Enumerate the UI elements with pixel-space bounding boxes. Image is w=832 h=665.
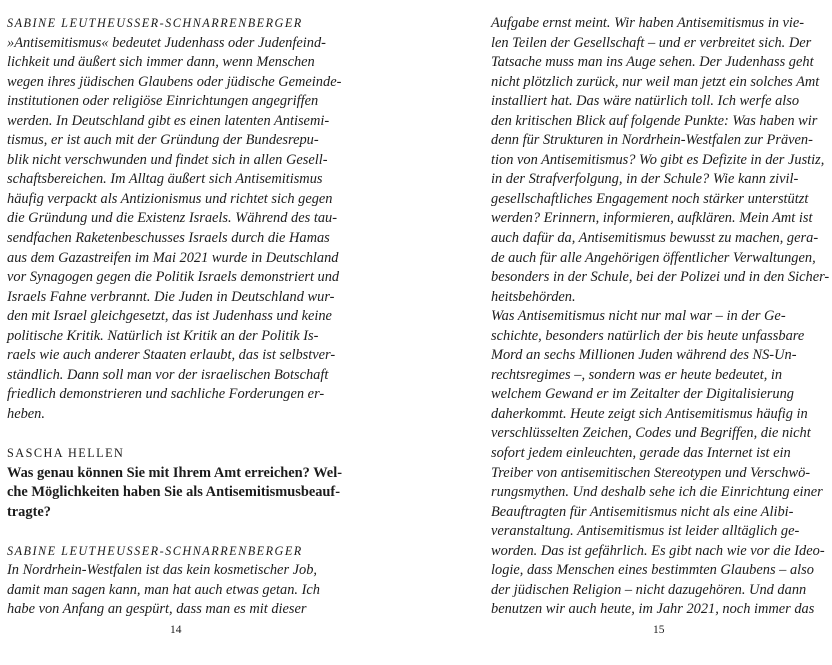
text-line: der jüdischen Religion – nicht dazugehören. Und dann [491, 581, 807, 598]
text-line: Tatsache muss man ins Auge sehen. Der Judenhass geht [491, 54, 814, 71]
text-line: logie, dass Menschen eines bestimmten Glaubens – also [491, 562, 814, 579]
text-line: rechtsregimes –, sondern was er heute bedeutet, in [491, 366, 783, 383]
text-line: che Möglichkeiten haben Sie als Antisemitismusbeauf- [7, 484, 340, 501]
text-line: die Gründung und die Existenz Israels. Während des tau- [7, 210, 338, 227]
page-number-right: 15 [653, 624, 665, 636]
text-line: den kritischen Blick auf folgende Punkte: Was haben wir [491, 112, 818, 129]
speaker-name: SABINE LEUTHEUSSER-SCHNARRENBERGER [7, 16, 303, 30]
text-line: daherkommt. Heute zeigt sich Antisemitismus häufig in [491, 405, 808, 422]
text-line: tion von Antisemitismus? Wo gibt es Defizite in der Justiz, [491, 151, 825, 168]
text-line: Treiber von antisemitischen Stereotypen und Verschwö- [491, 464, 811, 481]
text-line: lichkeit und äußert sich immer dann, wenn Menschen [7, 54, 315, 71]
text-line: Mord an sechs Millionen Juden während des NS-Un- [491, 347, 797, 364]
text-line: auch dafür da, Antisemitismus bewusst zu machen, gera- [491, 230, 819, 247]
text-line: werden. In Deutschland gibt es einen latenten Antisemi- [7, 112, 330, 129]
text-line: worden. Das ist gefährlich. Es gibt nach wie vor die Ideo- [491, 542, 825, 559]
text-line: politische Kritik. Natürlich ist Kritik an der Politik Is- [7, 327, 319, 344]
right-page [491, 14, 832, 620]
left-page [7, 14, 352, 620]
text-line: raels wie auch anderer Staaten erlaubt, das ist selbstver- [7, 347, 336, 364]
text-line: institutionen oder religiöse Einrichtungen angegriffen [7, 93, 319, 110]
text-line: »Antisemitismus« bedeutet Judenhass oder Judenfeind- [7, 34, 326, 51]
text-line: sendfachen Raketenbeschusses Israels durch die Hamas [7, 230, 330, 247]
text-line: Israels Fahne verbrannt. Die Juden in Deutschland wur- [7, 288, 335, 305]
text-line: tismus, er ist auch mit der Gründung der Bundesrepu- [7, 132, 319, 149]
text-line: len Teilen der Gesellschaft – und er verbreitet sich. Der [491, 34, 812, 51]
text-line: schaftsbereichen. Im Alltag äußert sich Antisemitismus [7, 171, 323, 188]
text-line: werden? Erinnern, informieren, aufklären. Mein Amt ist [491, 210, 813, 227]
text-line: rungsmythen. Und deshalb sehe ich die Einrichtung einer [491, 484, 823, 501]
text-line: häufig verpackt als Antizionismus und richtet sich gegen [7, 190, 333, 207]
text-line: welchem Gewand er im Zeitalter der Digitalisierung [491, 386, 794, 403]
text-line: veranstaltung. Antisemitismus ist leider alltäglich ge- [491, 523, 800, 540]
answer-paragraph [7, 34, 352, 425]
answer-paragraph [7, 561, 352, 620]
text-line: habe von Anfang an gespürt, dass man es mit dieser [7, 601, 307, 618]
text-line: benutzen wir auch heute, im Jahr 2021, noch immer das [491, 601, 815, 618]
text-line: heben. [7, 405, 45, 422]
text-line: heitsbehörden. [491, 288, 576, 305]
text-line: verschlüsselten Zeichen, Codes und Begriffen, die nicht [491, 425, 811, 442]
text-line: de auch für alle Angehörigen öffentlicher Verwaltungen, [491, 249, 816, 266]
speaker-name: SABINE LEUTHEUSSER-SCHNARRENBERGER [7, 543, 303, 558]
answer-paragraph [491, 14, 832, 620]
text-line: Was genau können Sie mit Ihrem Amt erreichen? Wel- [7, 464, 342, 481]
text-line: In Nordrhein-Westfalen ist das kein kosmetischer Job, [7, 562, 318, 579]
text-line: friedlich demonstrieren und sachliche Forderungen er- [7, 386, 325, 403]
text-line: in der Strafverfolgung, in der Schule? Wie kann zivil- [491, 171, 799, 188]
speaker-name: SASCHA HELLEN [7, 446, 125, 461]
text-line: Was Antisemitismus nicht nur mal war – in der Ge- [491, 308, 786, 325]
text-line: blik nicht verschwunden und findet sich in allen Gesell- [7, 151, 328, 168]
text-line: damit man sagen kann, man hat auch etwas getan. Ich [7, 581, 320, 598]
text-line: nicht plötzlich zurück, nur weil man jetzt ein solches Amt [491, 73, 820, 90]
text-line: aus dem Gazastreifen im Mai 2021 wurde in Deutschland [7, 249, 339, 266]
text-line: Beauftragten für Antisemitismus nicht als eine Alibi- [491, 503, 794, 520]
text-line: installiert hat. Das wäre natürlich toll. Ich werfe also [491, 93, 800, 110]
text-line: Aufgabe ernst meint. Wir haben Antisemitismus in vie- [491, 15, 805, 31]
text-line: sofort jedem einleuchten, gerade das Internet ist ein [491, 445, 791, 462]
text-line: vor Synagogen gegen die Politik Israels demonstriert und [7, 269, 340, 286]
text-line: den mit Israel gleichgesetzt, das ist Judenhass und keine [7, 308, 332, 325]
question-paragraph [7, 464, 352, 523]
text-line: ständlich. Dann soll man vor der israelischen Botschaft [7, 366, 329, 383]
text-line: gesellschaftliches Engagement noch stärker unterstützt [491, 190, 809, 207]
text-line: wegen ihres jüdischen Glaubens oder jüdische Gemeinde- [7, 73, 342, 90]
text-line: denn für Strukturen in Nordrhein-Westfalen zur Präven- [491, 132, 813, 149]
text-line: schichte, besonders natürlich der bis heute unfassbare [491, 327, 805, 344]
text-line: besonders in der Schule, bei der Polizei und in den Sicher- [491, 269, 830, 286]
text-line: tragte? [7, 503, 51, 520]
page-number-left: 14 [170, 624, 182, 636]
